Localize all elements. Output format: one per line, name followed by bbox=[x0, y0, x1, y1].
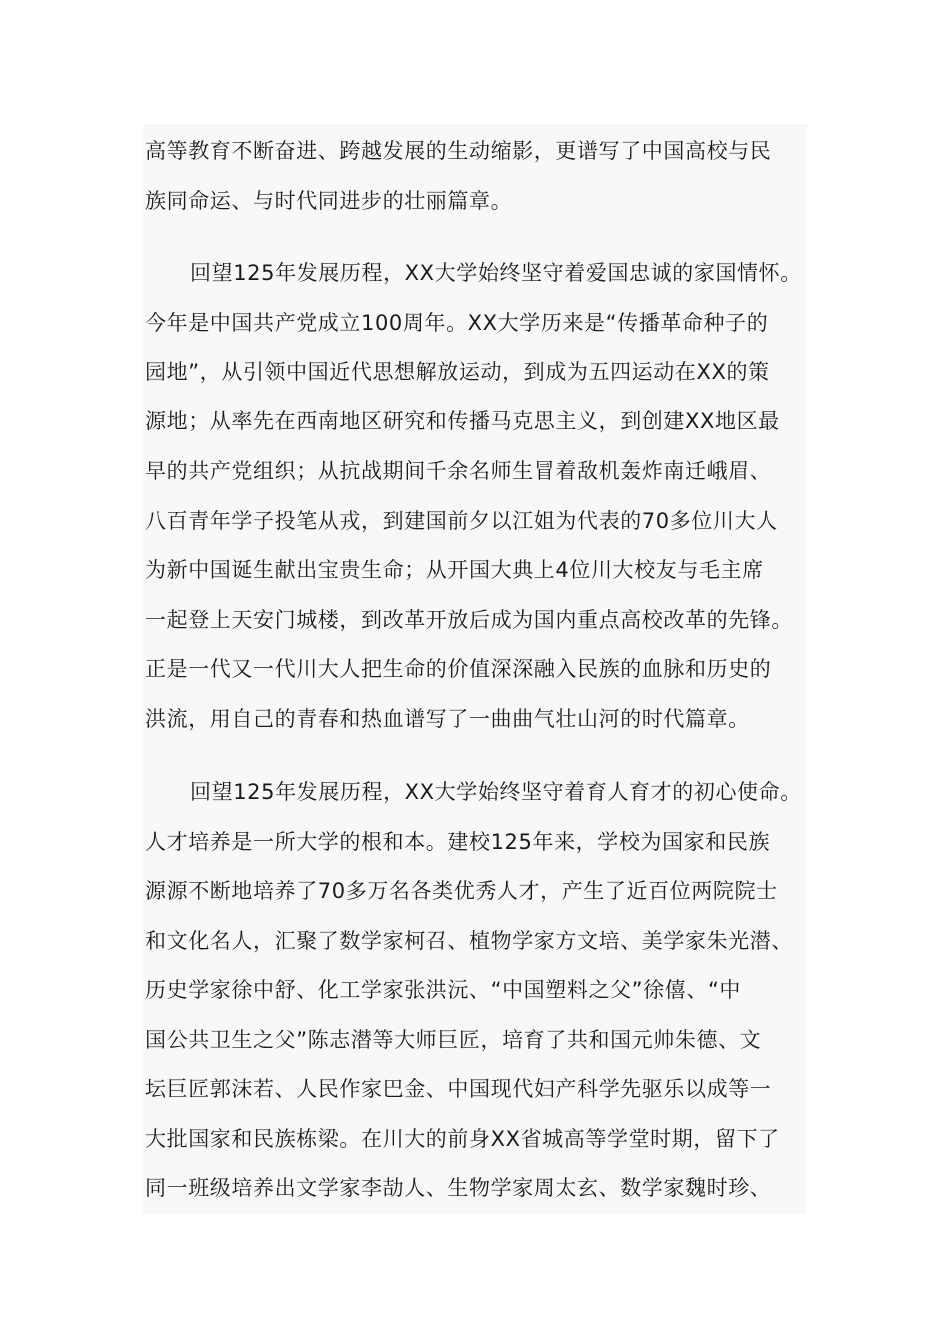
text-line: 回望125年发展历程，XX大学始终坚守着育人育才的初心使命。 bbox=[190, 780, 802, 804]
text-line: 高等教育不断奋进、跨越发展的生动缩影，更谱写了中国高校与民 bbox=[145, 139, 772, 163]
text-line: 坛巨匠郭沫若、人民作家巴金、中国现代妇产科学先驱乐以成等一 bbox=[145, 1077, 772, 1101]
text-line: 人才培养是一所大学的根和本。建校125年来，学校为国家和民族 bbox=[145, 830, 771, 854]
text-line: 回望125年发展历程，XX大学始终坚守着爱国忠诚的家国情怀。 bbox=[190, 261, 802, 285]
text-line: 园地”，从引领中国近代思想解放运动，到成为五四运动在XX的策 bbox=[145, 360, 770, 384]
text-line: 同一班级培养出文学家李劼人、生物学家周太玄、数学家魏时珍、 bbox=[145, 1176, 772, 1200]
text-line: 大批国家和民族栋梁。在川大的前身XX省城高等学堂时期，留下了 bbox=[145, 1127, 780, 1151]
text-line: 源地；从率先在西南地区研究和传播马克思主义，到创建XX地区最 bbox=[145, 409, 780, 433]
text-line: 源源不断地培养了70多万名各类优秀人才，产生了近百位两院院士 bbox=[145, 879, 778, 903]
text-line: 八百青年学子投笔从戎，到建国前夕以江姐为代表的70多位川大人 bbox=[145, 509, 778, 533]
text-line: 历史学家徐中舒、化工学家张洪沅、“中国塑料之父”徐僖、“中 bbox=[145, 978, 742, 1002]
text-line: 洪流，用自己的青春和热血谱写了一曲曲气壮山河的时代篇章。 bbox=[145, 707, 750, 731]
text-line: 今年是中国共产党成立100周年。XX大学历来是“传播革命种子的 bbox=[145, 311, 769, 335]
text-line: 国公共卫生之父”陈志潜等大师巨匠，培育了共和国元帅朱德、文 bbox=[145, 1028, 762, 1052]
text-line: 族同命运、与时代同进步的壮丽篇章。 bbox=[145, 189, 513, 213]
text-line: 和文化名人，汇聚了数学家柯召、植物学家方文培、美学家朱光潜、 bbox=[145, 929, 793, 953]
text-line: 为新中国诞生献出宝贵生命；从开国大典上4位川大校友与毛主席 bbox=[145, 558, 764, 582]
text-line: 早的共产党组织；从抗战期间千余名师生冒着敌机轰炸南迁峨眉、 bbox=[145, 459, 772, 483]
text-line: 正是一代又一代川大人把生命的价值深深融入民族的血脉和历史的 bbox=[145, 657, 772, 681]
text-line: 一起登上天安门城楼，到改革开放后成为国内重点高校改革的先锋。 bbox=[145, 608, 793, 632]
